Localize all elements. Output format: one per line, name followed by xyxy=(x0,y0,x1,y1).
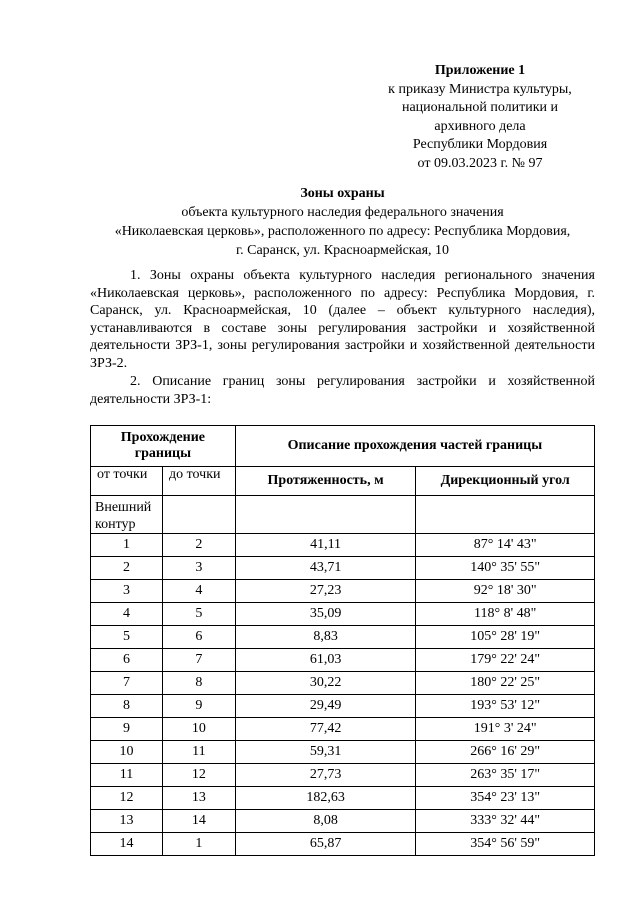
cell-angle: 87° 14' 43" xyxy=(416,534,595,557)
appendix-line: от 09.03.2023 г. № 97 xyxy=(417,155,543,171)
cell-to: 5 xyxy=(162,603,235,626)
cell-angle: 354° 56' 59" xyxy=(416,833,595,856)
appendix-line: к приказу Министра культуры, xyxy=(388,81,572,97)
cell-length: 30,22 xyxy=(235,672,416,695)
table-row xyxy=(91,764,595,787)
cell-from: 14 xyxy=(91,833,163,856)
cell-length: 8,08 xyxy=(235,810,416,833)
cell-to: 10 xyxy=(162,718,235,741)
cell-to: 6 xyxy=(162,626,235,649)
cell-angle: 266° 16' 29" xyxy=(416,741,595,764)
cell-length: 77,42 xyxy=(235,718,416,741)
cell-from: 3 xyxy=(91,580,163,603)
table-row xyxy=(91,672,595,695)
table-row xyxy=(91,695,595,718)
heading-line: г. Саранск, ул. Красноармейская, 10 xyxy=(235,243,450,258)
table-row xyxy=(91,534,595,557)
cell-length: 35,09 xyxy=(235,603,416,626)
cell-from: 5 xyxy=(91,626,163,649)
cell-to: 13 xyxy=(162,787,235,810)
cell-angle: 180° 22' 25" xyxy=(416,672,595,695)
table-row xyxy=(91,649,595,672)
table-row xyxy=(91,580,595,603)
cell-from: 12 xyxy=(91,787,163,810)
paragraph-2: 2. Описание границ зоны регулирования застройки и хозяйственной деятельности ЗРЗ-1: xyxy=(90,374,595,407)
header-to-point: до точки xyxy=(162,467,235,496)
table-row xyxy=(91,741,595,764)
cell-angle: 354° 23' 13" xyxy=(416,787,595,810)
cell-to: 14 xyxy=(162,810,235,833)
cell-length: 59,31 xyxy=(235,741,416,764)
cell-from: 10 xyxy=(91,741,163,764)
table-row xyxy=(91,810,595,833)
header-angle: Дирекционный угол xyxy=(416,467,595,496)
appendix-title: Приложение 1 xyxy=(434,63,526,78)
heading-title: Зоны охраны xyxy=(300,186,385,201)
heading-line: объекта культурного наследия федерального значения xyxy=(181,205,504,220)
cell-to: 11 xyxy=(162,741,235,764)
appendix-line: Республики Мордовия xyxy=(412,137,548,153)
table-row xyxy=(91,557,595,580)
cell-angle: 179° 22' 24" xyxy=(416,649,595,672)
cell-to: 12 xyxy=(162,764,235,787)
heading-line: «Николаевская церковь», расположенного по адресу: Республика Мордовия, xyxy=(114,224,571,239)
cell-angle: 140° 35' 55" xyxy=(416,557,595,580)
cell-from: 2 xyxy=(91,557,163,580)
cell-from: 7 xyxy=(91,672,163,695)
cell-angle: 92° 18' 30" xyxy=(416,580,595,603)
section-empty-cell xyxy=(162,496,235,534)
cell-to: 9 xyxy=(162,695,235,718)
boundary-table xyxy=(90,425,595,856)
cell-length: 27,23 xyxy=(235,580,416,603)
cell-angle: 333° 32' 44" xyxy=(416,810,595,833)
header-length: Протяженность, м xyxy=(235,467,416,496)
header-boundary-pass: Прохождение границы xyxy=(91,426,236,467)
cell-to: 7 xyxy=(162,649,235,672)
cell-length: 65,87 xyxy=(235,833,416,856)
cell-angle: 105° 28' 19" xyxy=(416,626,595,649)
cell-length: 41,11 xyxy=(235,534,416,557)
section-empty-cell xyxy=(416,496,595,534)
cell-from: 11 xyxy=(91,764,163,787)
appendix-line: национальной политики и xyxy=(401,100,559,116)
cell-length: 8,83 xyxy=(235,626,416,649)
cell-length: 61,03 xyxy=(235,649,416,672)
cell-to: 2 xyxy=(162,534,235,557)
appendix-line: архивного дела xyxy=(434,118,526,134)
table-row xyxy=(91,626,595,649)
header-boundary-description: Описание прохождения частей границы xyxy=(235,426,594,467)
table-row xyxy=(91,718,595,741)
paragraph-1: 1. Зоны охраны объекта культурного наследия регионального значения «Николаевская церковь», расположенного по адресу: Республика Мордовия, г. Саранск, ул. Красноармейская, 10 (далее – объект культурного наследия), устанавливаются в составе зоны регулирования застройки и хозяйственной деятельности ЗРЗ-1, зоны регулирования застройки и хозяйственной деятельности ЗРЗ-2. xyxy=(90,268,595,371)
cell-angle: 263° 35' 17" xyxy=(416,764,595,787)
table-row xyxy=(91,787,595,810)
section-empty-cell xyxy=(235,496,416,534)
cell-from: 1 xyxy=(91,534,163,557)
cell-length: 27,73 xyxy=(235,764,416,787)
cell-from: 13 xyxy=(91,810,163,833)
cell-length: 29,49 xyxy=(235,695,416,718)
document-heading xyxy=(90,184,595,260)
cell-angle: 193° 53' 12" xyxy=(416,695,595,718)
cell-length: 182,63 xyxy=(235,787,416,810)
cell-to: 1 xyxy=(162,833,235,856)
cell-from: 6 xyxy=(91,649,163,672)
table-body xyxy=(91,534,595,856)
section-outer-contour: Внешний контур xyxy=(91,496,163,534)
cell-angle: 191° 3' 24" xyxy=(416,718,595,741)
header-from-point: от точки xyxy=(91,467,163,496)
cell-angle: 118° 8' 48" xyxy=(416,603,595,626)
table-row xyxy=(91,603,595,626)
cell-length: 43,71 xyxy=(235,557,416,580)
cell-to: 3 xyxy=(162,557,235,580)
appendix-block xyxy=(360,62,600,174)
cell-from: 9 xyxy=(91,718,163,741)
table-row xyxy=(91,833,595,856)
cell-to: 4 xyxy=(162,580,235,603)
cell-to: 8 xyxy=(162,672,235,695)
cell-from: 8 xyxy=(91,695,163,718)
cell-from: 4 xyxy=(91,603,163,626)
